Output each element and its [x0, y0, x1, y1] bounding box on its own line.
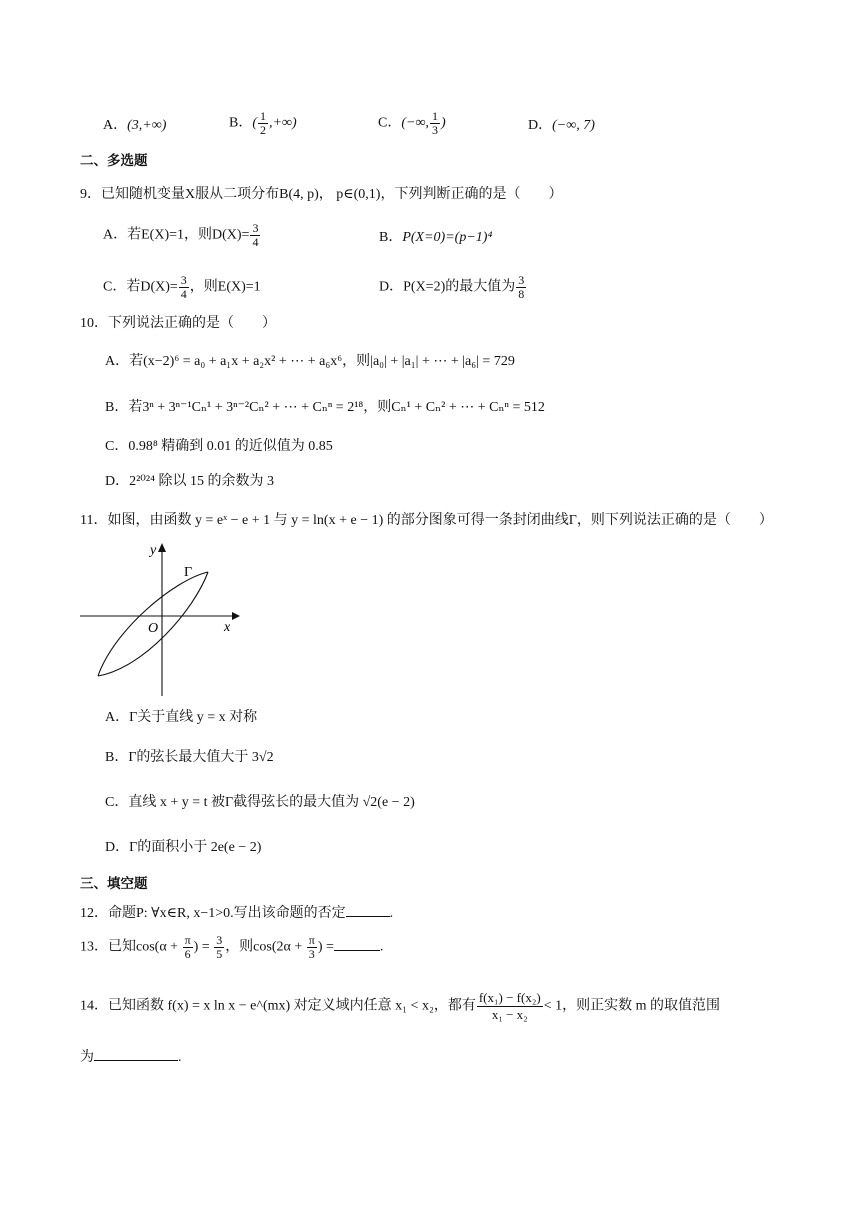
q13: 13．已知cos(α + $\frac{\pi}{6}$ ) = $\frac{3}{5}$ ，则cos(2α + $\frac{\pi}{3}$ ) = . [80, 933, 384, 961]
q9-option-b: B．P(X=0)=(p−1)⁴ [379, 230, 493, 245]
q9-option-c: C．若D(X)= $\frac{3}{4}$ ，则E(X)=1 [103, 273, 261, 301]
q11-option-b: B．Γ的弦长最大值大于 3√2 [105, 750, 274, 765]
q8-option-a: A．(3,+∞) [103, 118, 167, 133]
q12: 12．命题P: ∀x∈R, x−1>0.写出该命题的否定 . [80, 902, 393, 924]
q10-option-a: A．若(x−2)⁶ = a₀ + a₁x + a₂x² + ⋯ + a₆x⁶，则|a₀| + |a₁| + ⋯ + |a₆| = 729 [105, 354, 515, 369]
closed-curve-figure [74, 540, 244, 700]
section-multiple-choice-heading: 二、多选题 [80, 153, 148, 169]
q11-option-a: A．Γ关于直线 y = x 对称 [105, 710, 258, 725]
q12-answer-blank[interactable] [346, 902, 390, 917]
q10-option-b: B．若3ⁿ + 3ⁿ⁻¹Cₙ¹ + 3ⁿ⁻²Cₙ² + ⋯ + Cₙⁿ = 2¹⁸，则Cₙ¹ + Cₙ² + ⋯ + Cₙⁿ = 512 [105, 400, 545, 415]
q14-line2: 为 . [80, 1046, 182, 1068]
axis-y-label: y [150, 543, 157, 558]
q10-option-d: D．2²⁰²⁴ 除以 15 的余数为 3 [105, 474, 274, 489]
q10-stem: 10．下列说法正确的是（ ） [80, 316, 276, 331]
q10-option-c: C．0.98⁸ 精确到 0.01 的近似值为 0.85 [105, 439, 333, 454]
gamma-label: Γ [184, 565, 193, 580]
q9-option-d: D．P(X=2)的最大值为 $\frac{3}{8}$ [379, 273, 525, 301]
q8-option-b: B．( $\frac{1}{2}$ ,+∞) [229, 109, 297, 137]
q11-stem: 11．如图，由函数 y = eˣ − e + 1 与 y = ln(x + e − 1) 的部分图象可得一条封闭曲线Γ，则下列说法正确的是（ ） [80, 513, 773, 528]
q14-line1: 14．已知函数 f(x) = x ln x − e^(mx) 对定义域内任意 x₁ < x₂，都有 $\frac{\text{f(x₁) − f(x₂)}}{\text{x₁ − x₂}}$ < 1，则正实数 m 的取值范围 [80, 990, 720, 1022]
q11-option-c: C．直线 x + y = t 被Γ截得弦长的最大值为 √2(e − 2) [105, 795, 415, 810]
q11-option-d: D．Γ的面积小于 2e(e − 2) [105, 840, 262, 855]
q14-answer-blank[interactable] [94, 1046, 178, 1061]
q8-option-d: D．(−∞, 7) [528, 118, 595, 133]
origin-label: O [148, 621, 159, 636]
q9-stem: 9．已知随机变量X服从二项分布B(4, p)， p∈(0,1)，下列判断正确的是（ ） [80, 187, 563, 202]
section-fill-blank-heading: 三、填空题 [80, 876, 148, 892]
q8-option-c: C．(−∞, $\frac{1}{3}$ ) [378, 109, 446, 137]
q13-answer-blank[interactable] [334, 936, 380, 951]
axis-x-label: x [224, 620, 231, 635]
q9-option-a: A．若E(X)=1，则D(X)= $\frac{3}{4}$ [103, 221, 259, 249]
